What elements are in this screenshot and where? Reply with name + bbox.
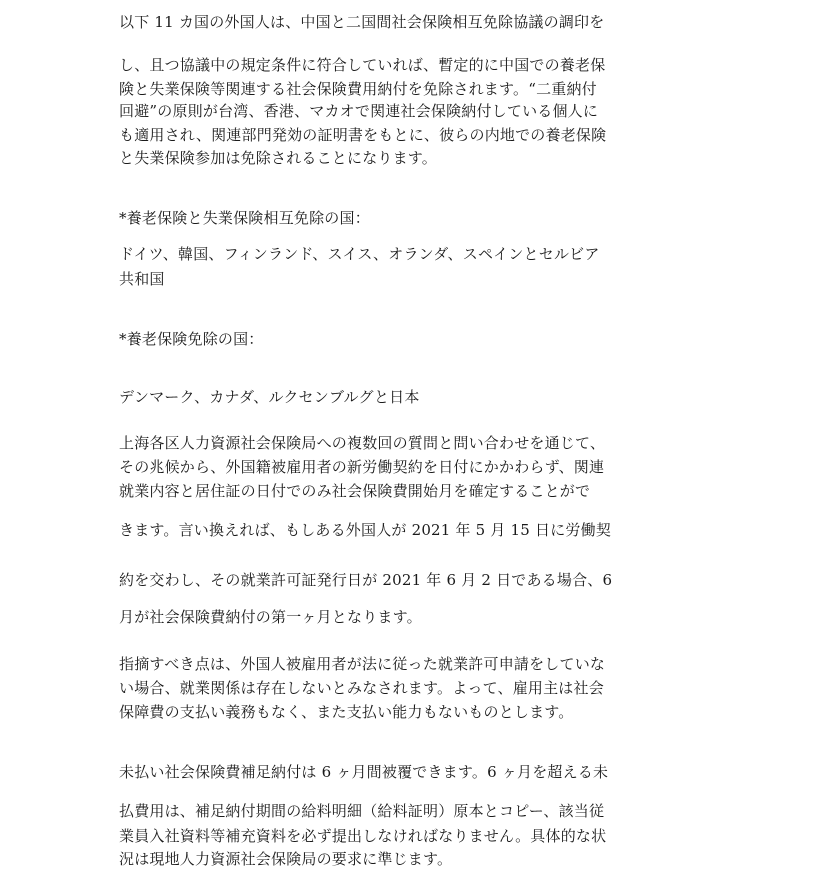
paragraph-1-line-6: と失業保険参加は免除されることになります。: [119, 149, 438, 167]
paragraph-6-line-3: 就業内容と居住証の日付でのみ社会保険費開始月を確定することがで: [119, 482, 591, 500]
paragraph-1-line-3: 険と失業保険等関連する社会保険費用納付を免除されます。“二重納付: [119, 80, 597, 98]
paragraph-1-line-5: も適用され、関連部門発効の証明書をもとに、彼らの内地での養老保険: [119, 126, 607, 144]
paragraph-7-line-2: い場合、就業関係は存在しないとみなされます。よって、雇用主は社会: [119, 679, 604, 697]
paragraph-3-line-2: 共和国: [119, 270, 165, 288]
paragraph-2-heading: *養老保険と失業保険相互免除の国：: [119, 209, 370, 227]
paragraph-6-line-2: その兆候から、外国籍被雇用者の新労働契約を日付にかかわらず、関連: [119, 458, 605, 476]
paragraph-7-line-1: 指摘すべき点は、外国人被雇用者が法に従った就業許可申請をしていな: [119, 655, 606, 673]
paragraph-6-line-1: 上海各区人力資源社会保険局への複数回の質問と問い合わせを通じて、: [119, 434, 606, 452]
paragraph-7-line-3: 保障費の支払い義務もなく、また支払い能力もないものとします。: [119, 703, 574, 721]
paragraph-1-line-1: 以下 11 カ国の外国人は、中国と二国間社会保険相互免除協議の調印を: [119, 13, 605, 31]
paragraph-3-line-1: ドイツ、韓国、フィンランド、スイス、オランダ、スペインとセルビア: [119, 245, 600, 263]
paragraph-8-line-4: 況は現地人力資源社会保険局の要求に準じます。: [119, 850, 453, 868]
paragraph-6-line-5: 約を交わし、その就業許可証発行日が 2021 年 6 月 2 日である場合、6: [119, 571, 613, 589]
paragraph-8-line-3: 業員入社資料等補充資料を必ず提出しなければなりません。具体的な状: [119, 827, 607, 845]
paragraph-6-line-4: きます。言い換えれば、もしある外国人が 2021 年 5 月 15 日に労働契: [119, 521, 612, 539]
paragraph-1-line-2: し、且つ協議中の規定条件に符合していれば、暫定的に中国での養老保: [119, 56, 606, 74]
paragraph-5-line-1: デンマーク、カナダ、ルクセンブルグと日本: [119, 388, 420, 406]
paragraph-8-line-2: 払費用は、補足納付期間の給料明細（給料証明）原本とコピー、該当従: [119, 802, 605, 820]
paragraph-8-line-1: 未払い社会保険費補足納付は 6 ヶ月間被覆できます。6 ヶ月を超える未: [119, 763, 609, 781]
paragraph-4-heading: *養老保険免除の国：: [119, 330, 264, 348]
paragraph-1-line-4: 回避”の原則が台湾、香港、マカオで関連社会保険納付している個人に: [119, 102, 599, 120]
paragraph-6-line-6: 月が社会保険費納付の第一ヶ月となります。: [119, 608, 422, 626]
